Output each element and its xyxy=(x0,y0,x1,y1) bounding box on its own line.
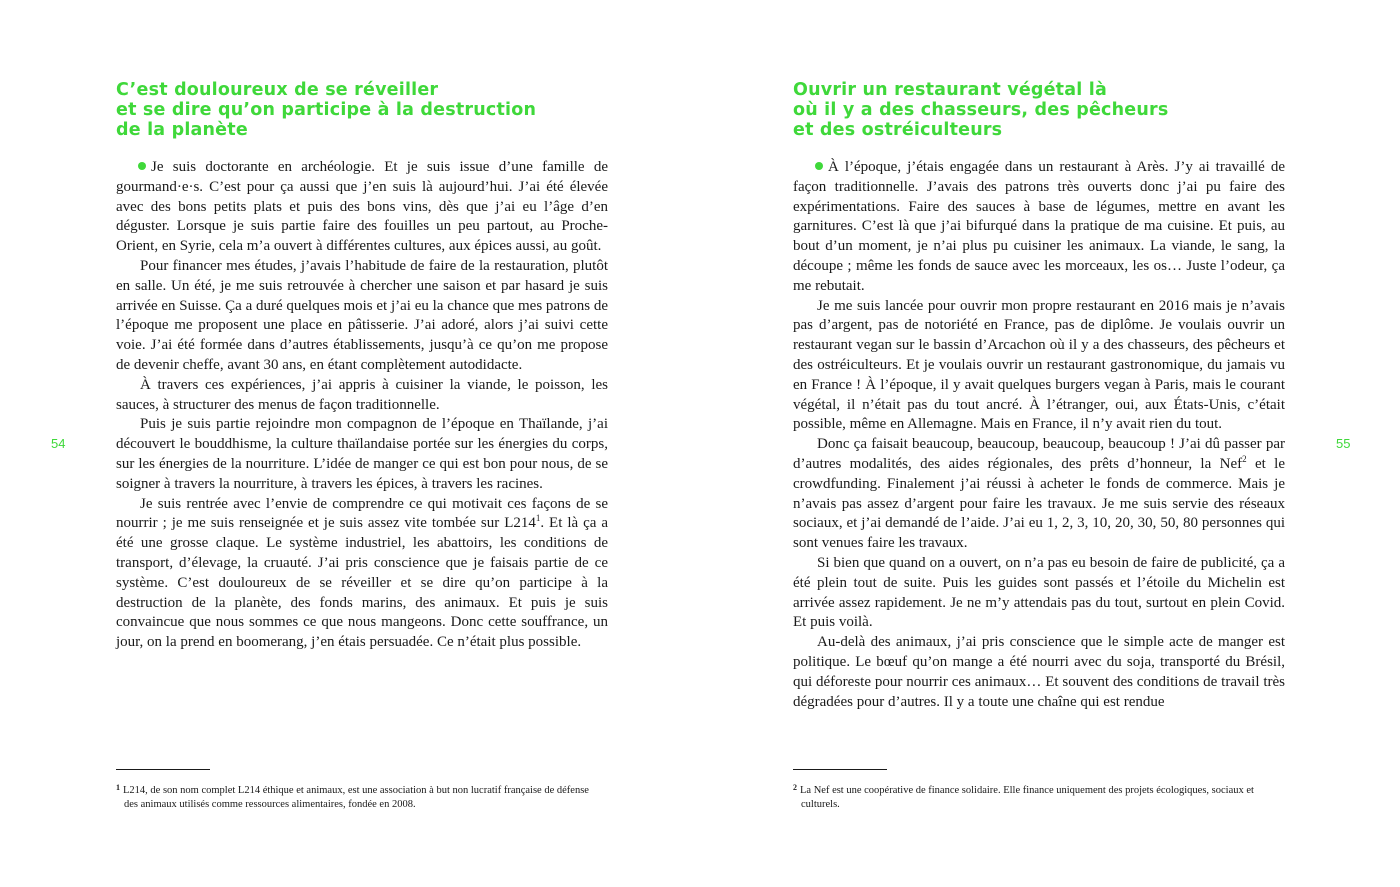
paragraph: Je suis doctorante en archéologie. Et je suis issue d’une famille de gourmand·e·s. C’est pour ça aussi que j’en suis là aujourd’hui. J’ai été élevée avec des bons petits plats et puis des bons vins, dès que j’ai eu l’âge d’en déguster. Lorsque je suis partie faire des fouilles un peu partout, au Proche-Orient, en Syrie, cela m’a ouvert à différentes cultures, aux épices aussi, au goût. xyxy=(116,159,608,255)
footnote-ref[interactable]: 2 xyxy=(1242,453,1247,464)
title-line: C’est douloureux de se réveiller xyxy=(116,80,439,100)
page-number: 55 xyxy=(1336,436,1351,451)
right-page xyxy=(700,0,1400,887)
title-line: et des ostréiculteurs xyxy=(793,120,1003,140)
bullet-dot-icon xyxy=(138,162,146,170)
left-section-title xyxy=(116,80,608,140)
paragraph: À l’époque, j’étais engagée dans un restaurant à Arès. J’y ai travaillé de façon traditionnelle. J’avais des patrons très ouverts donc j’ai pu faire des expérimentations. Faire des sauces à base de légumes, mettre en avant les garnitures. C’est là que j’ai bifurqué dans la pratique de ma cuisine. Et puis, au bout d’un moment, je n’ai plus pu cuisiner les animaux. La viande, le sang, la découpe ; même les fonds de sauce avec les morceaux, les os… Juste l’odeur, ça me rebutait. xyxy=(793,159,1285,294)
title-line: de la planète xyxy=(116,120,248,140)
footnote-number: 1 xyxy=(116,783,120,792)
paragraph: Je me suis lancée pour ouvrir mon propre restaurant en 2016 mais je n’avais pas d’argent, pas de notoriété en France, pas de diplôme. Je voulais ouvrir un restaurant vegan sur le bassin d’Arcachon où il y a des chasseurs, des pêcheurs et des ostréiculteurs. Et je voulais ouvrir un restaurant gastronomique, du jamais vu en France ! À l’époque, il y avait quelques burgers vegan à Paris, mais le courant végétal, il n’était pas du tout ancré. À l’étranger, oui, aux États-Unis, c’était possible, même en Allemagne. Mais en France, il n’y avait rien du tout. xyxy=(793,297,1285,433)
footnote: $^2$ La Nef est une coopérative de finance solidaire. Elle finance uniquement des projets écologiques, sociaux et culturels. xyxy=(793,783,1254,810)
footnote-divider xyxy=(793,769,887,770)
right-body-text xyxy=(793,158,1285,712)
paragraph: Puis je suis partie rejoindre mon compagnon de l’époque en Thaïlande, j’ai découvert le bouddhisme, la culture thaïlandaise portée sur les énergies du corps, sur les énergies de la nourriture. L’idée de manger ce qui est bon pour nous, de se soigner à travers la nourriture, à travers les épices, à travers les racines. xyxy=(116,416,608,492)
paragraph: Je suis rentrée avec l’envie de comprendre ce qui motivait ces façons de se nourrir ; je me suis renseignée et je suis assez vite tombée sur $L214^1$. Et là ça a été une grosse claque. Le système industriel, les abattoirs, les conditions de transport, d’élevage, la cruauté. J’ai pris conscience que je faisais partie de ce système. C’est douloureux de se réveiller et se dire qu’on participe à la destruction de la planète, des fonds marins, des animaux. Et puis je suis convaincue que nous sommes ce que nous mangeons. Donc cette souffrance, un jour, on la prend en boomerang, j’en étais persuadée. Ce n’était plus possible. xyxy=(116,495,608,651)
title-line: où il y a des chasseurs, des pêcheurs xyxy=(793,100,1169,120)
paragraph: Si bien que quand on a ouvert, on n’a pas eu besoin de faire de publicité, ça a été plein tout de suite. Puis les guides sont passés et l’étoile du Michelin est arrivée assez rapidement. Je ne m’y attendais pas du tout, surtout en plein Covid. Et puis voilà. xyxy=(793,554,1285,631)
paragraph: Donc ça faisait beaucoup, beaucoup, beaucoup, beaucoup ! J’ai dû passer par d’autres modalités, des aides régionales, des prêts d’honneur, la Nef$^2$ et le crowdfunding. Finalement j’ai réussi à acheter le fonds de commerce. Mais je n’avais pas assez d’argent pour faire les travaux. Je me suis servie des réseaux sociaux, et j’ai demandé de l’aide. J’ai eu 1, 2, 3, 10, 20, 30, 50, 80 personnes qui sont venues faire les travaux. xyxy=(793,436,1285,552)
right-section-title xyxy=(793,80,1285,140)
right-text-column xyxy=(793,80,1285,712)
left-text-column xyxy=(116,80,608,653)
title-line: Ouvrir un restaurant végétal là xyxy=(793,80,1107,100)
footnote-number: 2 xyxy=(793,783,797,792)
paragraph: À travers ces expériences, j’ai appris à cuisiner la viande, le poisson, les sauces, à structurer des menus de façon traditionnelle. xyxy=(116,376,608,413)
footnote-ref[interactable]: 1 xyxy=(535,513,541,524)
paragraph: Au-delà des animaux, j’ai pris conscience que le simple acte de manger est politique. Le bœuf qu’on mange a été nourri avec du soja, transporté du Brésil, qui déforeste pour nourrir ces animaux… Et souvent des conditions de travail très dégradées pour d’autres. Il y a toute une chaîne qui est rendue xyxy=(793,634,1285,710)
title-line: et se dire qu’on participe à la destruction xyxy=(116,100,537,120)
left-body-text xyxy=(116,158,608,653)
footnote: $^1$ L214, de son nom complet L214 éthique et animaux, est une association à but non lucratif française de défense des animaux utilisés comme ressources alimentaires, fondée en 2008. xyxy=(116,783,589,810)
footnote-divider xyxy=(116,769,210,770)
paragraph: Pour financer mes études, j’avais l’habitude de faire de la restauration, plutôt en salle. Un été, je me suis retrouvée à chercher une saison et par hasard je suis arrivée en Suisse. Ça a duré quelques mois et j’ai eu la chance que mes patrons de l’époque me proposent une place en pâtisserie. J’ai adoré, alors j’ai suivi cette voie. J’ai été formée dans d’autres établissements, jusqu’à ce qu’on me propose de devenir cheffe, avant 30 ans, en étant complètement autodidacte. xyxy=(116,257,608,373)
page-number: 54 xyxy=(51,436,66,451)
bullet-dot-icon xyxy=(815,162,823,170)
